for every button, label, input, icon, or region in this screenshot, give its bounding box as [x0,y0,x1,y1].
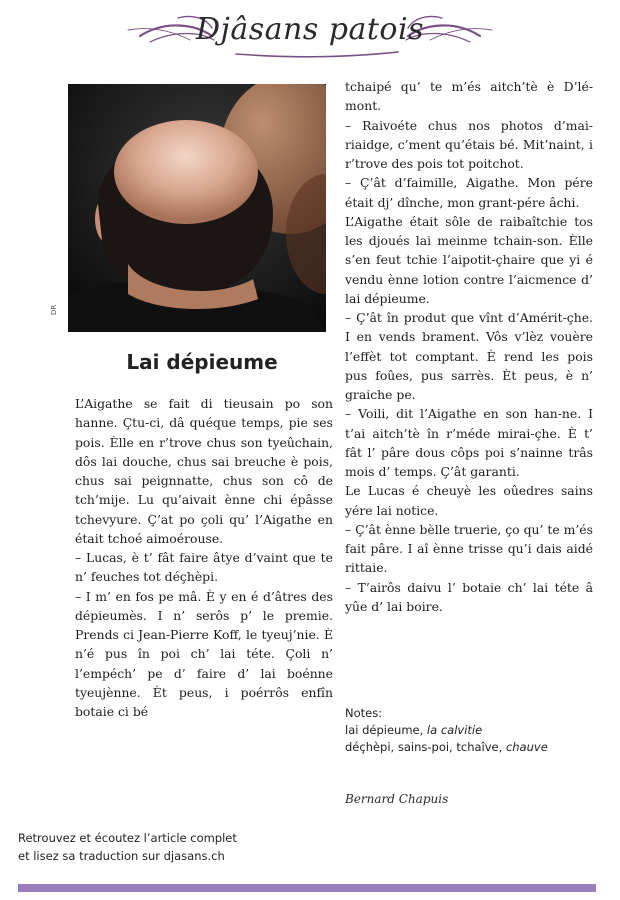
note-word: déçhèpi, sains-poi, tchaîve, [345,740,503,754]
article-column-right [345,77,593,616]
footer-note [18,829,318,865]
paragraph: L’Aigathe se fait di tieusain po son hanne. Çtu-ci, dâ quéque temps, pie ses pois. Èlle en r’trove chus son tyeûchain, dôs lai douche, chus sai breuche è pois, chus sai peignnatte, chus son cô de tch’mije. Lu qu’aivait ènne chi épâsse tchevyure. Ç’at po çoli qu’ l’Aigathe en était tchoé aimoérouse. [75,396,333,546]
paragraph: L’Aigathe était sôle de raibaîtchie tos les djoués lai meinme tchain-son. Èlle s’en feut tchie l’aipotit-çhaire que yi é vendu ènne lotion contre l’aicmence d’ lai dépieume. [345,213,593,306]
paragraph: – Ç’ât în produt que vînt d’Amérit-çhe. I en vends brament. Vôs v’lèz vouère l’effèt tot comptant. È rend les pois pus foûes, pus sarrès. Èt peus, è n’ graiche pe. [345,310,593,402]
header-banner [0,0,620,62]
paragraph: – Raivoéte chus nos photos d’mai-riaidge, c’ment qu’étais bé. Mit’naint, i r’trove des pois tot poitchot. [345,117,593,171]
paragraph: – Ç’ât ènne bèlle truerie, ço qu’ te m’és fait pâre. I aî ènne trisse qu’i dais aidé rittaie. [345,521,593,576]
header-title: Djâsans patois [196,12,424,47]
notes-heading: Notes: [345,706,383,720]
note-word: lai dépieume, [345,723,424,737]
note-translation: la calvitie [426,723,483,737]
paragraph: tchaipé qu’ te m’és aitch’tè è D’lé-mont. [345,79,593,114]
photo-credit: DR [50,304,58,315]
note-line [345,739,595,756]
note-translation: chauve [505,740,548,754]
article-column-left [75,394,333,721]
paragraph: – T’airôs daivu l’ botaie ch’ lai téte â yûe d’ lai boire. [345,579,593,614]
note-line [345,722,595,739]
paragraph: – Ç’ât d’faimille, Aigathe. Mon pére était dj’ dînche, mon grant-pére âchi. [345,175,593,210]
bald-man-photo [68,84,326,332]
glossary-notes [345,705,595,756]
paragraph: – I m’ en fos pe mâ. È y en é d’âtres des dépieumès. I n’ serôs p’ le premie. Prends ci Jean-Pierre Koff, le tyeuj’nie. È n’é pus în poi ch’ lai téte. Çoli n’ l’empéch’ pe d’ faire d’ lai boénne tyeujènne. Èt peus, i poérrôs enfîn botaie ci bé [75,588,333,719]
paragraph: Le Lucas é cheuyè les oûedres sains yére lai notice. [345,483,593,518]
footer-line: et lisez sa traduction sur djasans.ch [18,849,225,863]
footer-accent-bar [18,884,596,892]
paragraph: – Voili, dit l’Aigathe en son han-ne. I t’ai aitch’tè în r’méde mirai-çhe. È t’ fât l’ pâre dous côps poi s’nainne trâs mois d’ temps. Ç’ât garanti. [345,406,593,479]
paragraph: – Lucas, è t’ fât faire âtye d’vaint que te n’ feuches tot déçhèpi. [75,550,333,585]
article-title: Lai dépieume [126,350,278,374]
footer-line: Retrouvez et écoutez l’article complet [18,831,237,845]
author-signature: Bernard Chapuis [345,792,449,806]
